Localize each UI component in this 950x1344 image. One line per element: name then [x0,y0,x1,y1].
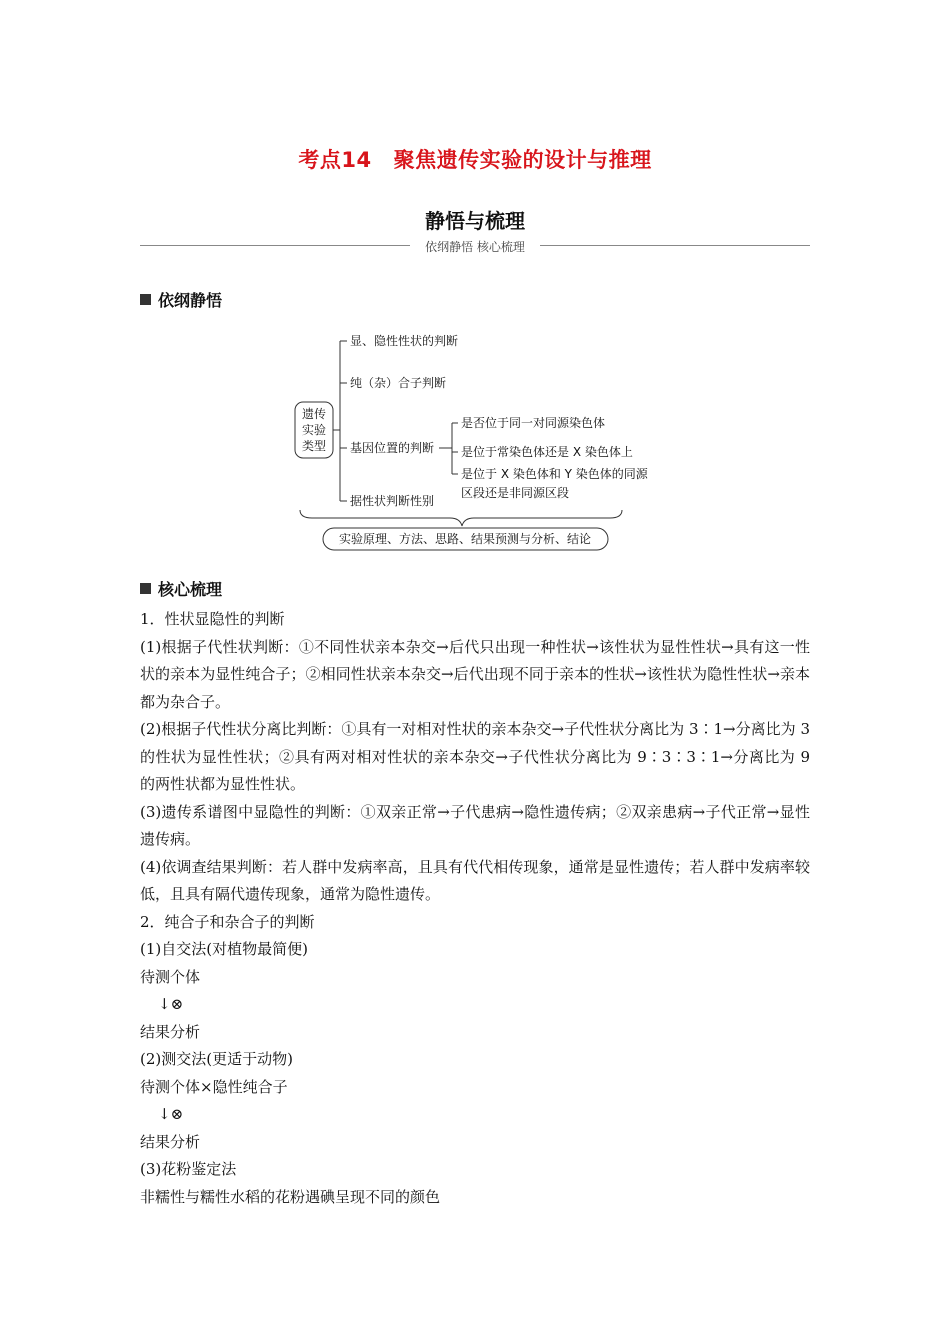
concept-diagram [0,0,950,600]
paragraph: (2)测交法(更适于动物) [140,1050,293,1068]
heading-1: 1．性状显隐性的判断 [140,610,285,628]
diagram-footer-text: 实验原理、方法、思路、结果预测与分析、结论 [338,532,592,546]
title-text: 聚焦遗传实验的设计与推理 [393,148,652,172]
arrow-line: ↓⊗ [158,1105,184,1123]
diagram-sub-branch: 是位于常染色体还是 X 染色体上 [461,445,633,459]
heading-2: 2．纯合子和杂合子的判断 [140,912,315,931]
paragraph: 结果分析 [140,1022,201,1041]
diagram-branch: 据性状判断性别 [350,494,435,508]
paragraph: 结果分析 [140,1132,201,1151]
diagram-branch: 基因位置的判断 [350,441,435,455]
diagram-brace [300,510,622,526]
diagram-root-line: 遗传 [301,407,327,421]
diagram-sub-branch: 区段还是非同源区段 [461,486,570,500]
title-number: 考点14 [298,148,372,172]
paragraph: (3)花粉鉴定法 [140,1160,237,1178]
paragraph: (3)遗传系谱图中显隐性的判断：①双亲正常→子代患病→隐性遗传病；②双亲患病→子代正常→显性遗传病。 [140,802,810,848]
section-heading-text: 依纲静悟 [158,291,223,310]
core-content [140,606,810,1211]
diagram-branch: 纯（杂）合子判断 [350,376,447,390]
diagram-sub-branch: 是否位于同一对同源染色体 [461,416,606,430]
arrow-line: ↓⊗ [158,995,184,1013]
paragraph: 待测个体×隐性纯合子 [140,1077,288,1096]
paragraph: (4)依调查结果判断：若人群中发病率高，且具有代代相传现象，通常是显性遗传；若人群中发病率较低，且具有隔代遗传现象，通常为隐性遗传。 [140,857,810,903]
paragraph: (1)根据子代性状判断：①不同性状亲本杂交→后代只出现一种性状→该性状为显性性状→具有这一性状的亲本为显性纯合子；②相同性状亲本杂交→后代出现不同于亲本的性状→该性状为隐性性状→亲本都为杂合子。 [140,637,810,711]
section-heading-text: 核心梳理 [158,580,223,599]
diagram-branch: 显、隐性性状的判断 [350,334,459,348]
diagram-sub-branch: 是位于 X 染色体和 Y 染色体的同源 [461,467,648,481]
diagram-root-line: 实验 [301,423,327,437]
square-bullet-icon [140,583,151,594]
paragraph: 非糯性与糯性水稻的花粉遇碘呈现不同的颜色 [140,1187,441,1206]
paragraph: (2)根据子代性状分离比判断：①具有一对相对性状的亲本杂交→子代性状分离比为 3∶1→分离比为 3 的性状为显性性状；②具有两对相对性状的亲本杂交→子代性状分离比为 9∶3∶3∶1→分离比为 9 的两性状都为显性性状。 [140,720,810,793]
section-heading-core [140,577,222,600]
section-subtitle: 静悟与梳理 [425,209,525,233]
divider-caption: 依纲静悟 核心梳理 [425,240,525,254]
paragraph: 待测个体 [140,967,201,986]
paragraph: (1)自交法(对植物最简便) [140,940,308,958]
diagram-root-line: 类型 [301,439,327,453]
